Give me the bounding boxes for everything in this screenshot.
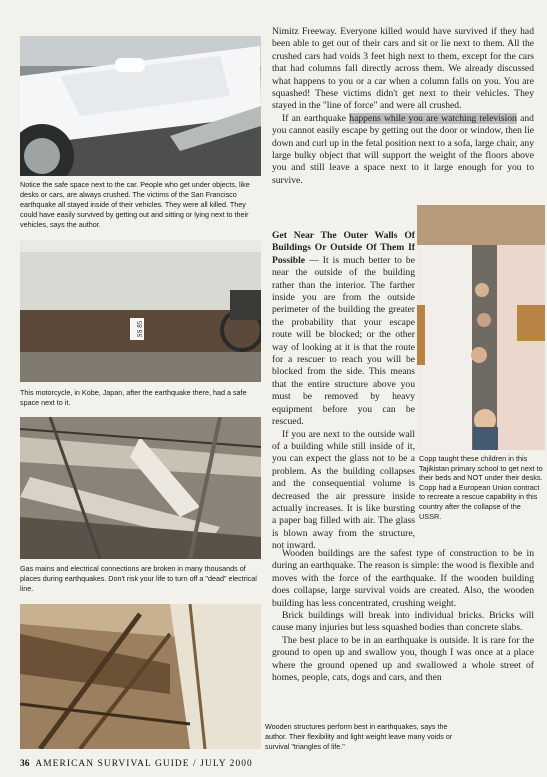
motorcycle-photo — [20, 240, 261, 382]
article-paragraph: The best place to be in an earthquake is outside. It is rare for the ground to open up and swallow you, though I was once at a place where the ground opened up and swallowed a whole street of homes, people, cats, dogs and cars, and then — [272, 634, 534, 684]
car-caption: Notice the safe space next to the car. People who get under objects, like desks or cars, are always crushed. The victims of the San Francisco earthquake all stayed inside of their vehicles. They were all killed. They could have easily survived by getting out and sitting or lying next to their vehicles, says the author. — [20, 180, 250, 229]
wooden-structure-photo — [20, 604, 261, 749]
page-footer — [20, 759, 253, 769]
article-text-bottom — [272, 548, 534, 684]
publication-line: AMERICAN SURVIVAL GUIDE / JULY 2000 — [35, 759, 253, 769]
gas-mains-photo — [20, 417, 261, 559]
article-text-narrow — [272, 220, 415, 553]
article-paragraph: Wooden buildings are the safest type of construction to be in during an earthquake. The reason is simple: the wood is flexible and moves with the force of the earthquake. If the wooden building does collapse, large survival voids are created. Also, the wooden building has less concentrated, crushing weight. — [272, 548, 534, 609]
section-heading: Get Near The Outer Walls Of Buildings Or Outside Of Them If Possible — [272, 230, 415, 266]
gas-mains-caption: Gas mains and electrical connections are broken in many thousands of places during earthquakes. Don't risk your life to turn off a "dead" electrical line. — [20, 564, 257, 593]
article-paragraph: If you are next to the outside wall of a building while still inside of it, you can expect the glass not to be a problem. As the building collapses and the consequential volume is decreased the air pressure inside actually increases. It is like bursting a paper bag filled with air. The glass is blown away from the structure, not inward. — [272, 428, 415, 552]
page-number: 36 — [20, 759, 30, 769]
wooden-structure-caption: Wooden structures perform best in earthquakes, says the author. Their flexibility and light weight leave many voids or survival "triangles of life." — [265, 722, 453, 751]
school-photo — [417, 205, 545, 450]
school-caption: Copp taught these children in this Tajikistan primary school to get next to their beds and NOT under their desks. Copp had a European Union contract to recreate a rescue capability in this country after the collapse of the USSR. — [419, 454, 543, 521]
article-text-top — [272, 26, 534, 187]
article-paragraph: If an earthquake happens while you are watching television and you cannot easily escape by getting out the door or window, then lie down and curl up in the fetal position next to a sofa, large chair, any large bulky object that will support the weight of the floors above you and still leave a space next to it large enough for you to survive. — [272, 112, 534, 186]
article-paragraph: Get Near The Outer Walls Of Buildings Or Outside Of Them If Possible — It is much better to be near the outside of the building rather than the interior. The farther inside you are from the outside perimeter of the building the greater the probability that your escape route will be blocked; or the other way of looking at it is that the route for a rescuer to reach you will be blocked from the side. This means that the entire structure above you must be removed by heavy equipment before you can be rescued. — [272, 230, 415, 428]
motorcycle-caption: This motorcycle, in Kobe, Japan, after the earthquake there, had a safe space next to it. — [20, 388, 247, 407]
article-paragraph: Nimitz Freeway. Everyone killed would have survived if they had been able to get out of their cars and sit or lie next to them. All the crushed cars had voids 3 feet high next to them, except for the cars that had columns fall directly across them. We already discussed what happens to you or a car when a column falls on you. You are squashed! These victims didn't get next to their vehicles. They stayed in the "line of force" and were all crushed. — [272, 26, 534, 112]
article-paragraph: Brick buildings will break into individual bricks. Bricks will cause many injuries but less squashed bodies than concrete slabs. — [272, 610, 534, 634]
license-plate-text: SS 85 — [136, 320, 144, 338]
car-photo — [20, 36, 261, 176]
